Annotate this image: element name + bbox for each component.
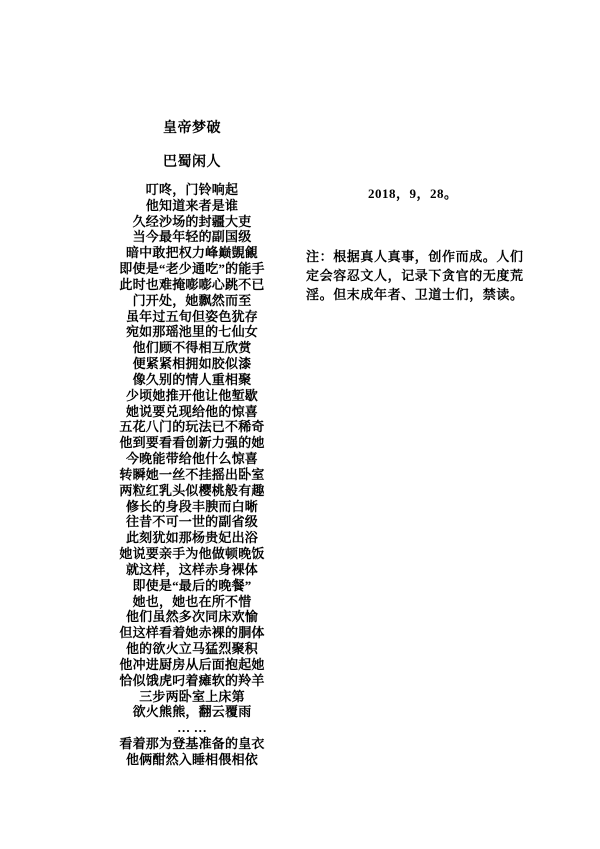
poem-line: 他俩酣然入睡相偎相依 <box>125 751 258 767</box>
poem-line: 五花八门的玩法已不稀奇 <box>119 419 265 435</box>
poem-line: 他们虽然多次同床欢愉 <box>125 609 258 625</box>
note-line: 定会容忍文人，记录下贪官的无度荒 <box>306 268 524 283</box>
poem-line: 即使是“老少通吃”的能手 <box>119 261 265 277</box>
poem-line: 暗中敢把权力峰巅覬覦 <box>125 245 258 261</box>
poem-line: 她说要亲手为他做顿晚饭 <box>119 546 265 562</box>
poem-line: 恰似饿虎叼着瘫软的羚羊 <box>119 672 265 688</box>
poem-line: 修长的身段丰腴而白晰 <box>125 498 258 514</box>
poem-line: 久经沙场的封疆大吏 <box>132 213 252 229</box>
poem-author: 巴蜀闲人 <box>163 155 221 170</box>
poem-line: 即使是“最后的晚餐” <box>132 577 252 593</box>
note-line: 淫。但末成年者、卫道士们，禁读。 <box>306 287 524 302</box>
poem-line: 他们顾不得相互欣赏 <box>132 340 252 356</box>
poem-line: 她说要兑现给他的惊喜 <box>125 403 258 419</box>
poem-line: 她也，她也在所不惜 <box>132 593 252 609</box>
poem-line: 门开处，她飘然而至 <box>132 292 252 308</box>
poem-line: 他到要看看创新力强的她 <box>119 435 265 451</box>
poem-line: 他知道来者是谁 <box>145 197 239 213</box>
poem-title: 皇帝梦破 <box>163 121 221 136</box>
poem-line: 两粒红乳头似樱桃般有趣 <box>119 482 265 498</box>
poem-line: 他的欲火立马猛烈聚积 <box>125 641 258 657</box>
poem-line: 虽年过五旬但姿色犹存 <box>125 308 258 324</box>
poem-line: 少顷她推开他让他堑歇 <box>125 387 258 403</box>
poem-line: 宛如那瑶池里的七仙女 <box>125 324 258 340</box>
poem-line: 像久别的情人重相聚 <box>132 371 252 387</box>
note-line: 注：根据真人真事，创作而成。人们 <box>306 249 524 264</box>
poem-line: 转瞬她一丝不挂摇出卧室 <box>119 466 265 482</box>
poem-line: 他冲进厨房从后面抱起她 <box>119 656 265 672</box>
poem-line: 三步两卧室上床第 <box>139 688 245 704</box>
poem-line: 叮咚，门铃响起 <box>145 182 239 197</box>
poem-line: 但这样看着她赤裸的胴体 <box>119 625 265 641</box>
poem-line: 看着那为登基准备的皇衣 <box>119 735 265 751</box>
poem-line: 此刻犹如那杨贵妃出浴 <box>125 530 258 546</box>
poem-line: 当今最年轻的副国级 <box>132 229 252 245</box>
poem-line: 今晚能带给他什么惊喜 <box>125 451 258 467</box>
poem-line: … … <box>177 720 207 736</box>
poem-line: 往昔不可一世的副省级 <box>125 514 258 530</box>
poem-date: 2018，9，28。 <box>368 186 458 201</box>
poem-body <box>0 182 384 768</box>
poem-line: 就这样，这样赤身裸体 <box>125 561 258 577</box>
poem-line: 欲火熊熊，翻云覆雨 <box>132 704 252 720</box>
poem-line: 此时也难掩嘭嘭心跳不已 <box>119 276 265 292</box>
poem-line: 便紧紧相拥如胶似漆 <box>132 356 252 372</box>
